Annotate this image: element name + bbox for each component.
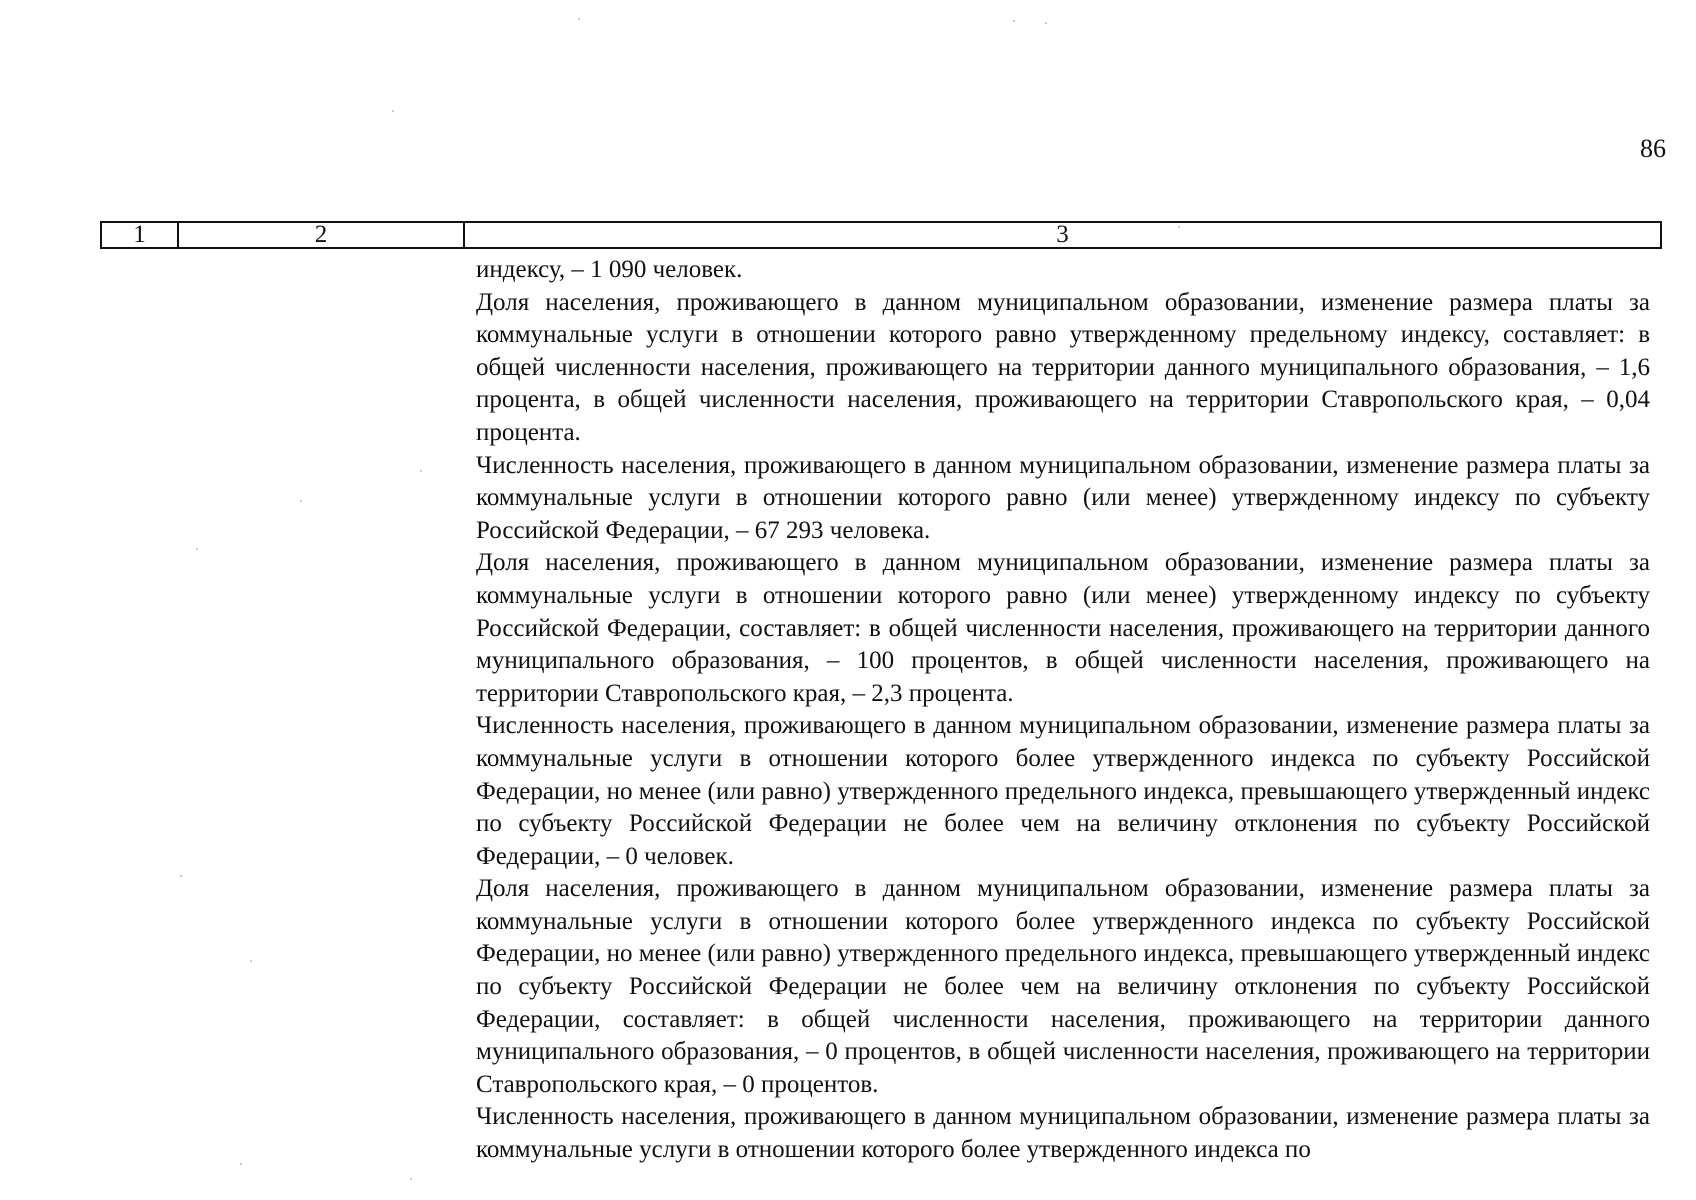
table-header-row [100, 221, 1662, 249]
paragraph: Доля населения, проживающего в данном муниципальном образовании, изменение размера платы за коммунальные услуги в отношении которого равно (или менее) утвержденному индексу по субъекту Российской Федерации, составляет: в общей численности населения, проживающего на территории данного муниципального образования, – 100 процентов, в общей численности населения, проживающего на территории Ставропольского края, – 2,3 процента. [476, 549, 1650, 707]
page-number: 86 [1640, 134, 1666, 163]
table-header-col-1: 1 [102, 223, 179, 247]
paragraph: Доля населения, проживающего в данном муниципальном образовании, изменение размера платы за коммунальные услуги в отношении которого более утвержденного индекса по субъекту Российской Федерации, но менее (или равно) утвержденного предельного индекса, превышающего утвержденный индекс по субъекту Российской Федерации не более чем на величину отклонения по субъекту Российской Федерации, составляет: в общей численности населения, проживающего на территории данного муниципального образования, – 0 процентов, в общей численности населения, проживающего на территории Ставропольского края, – 0 процентов. [476, 875, 1650, 1098]
paragraph-continuation: индексу, – 1 090 человек. [476, 256, 743, 283]
paragraph: Численность населения, проживающего в данном муниципальном образовании, изменение размера платы за коммунальные услуги в отношении которого более утвержденного индекса по [476, 1103, 1650, 1164]
table-header-col-3: 3 [1056, 221, 1069, 248]
paragraph: Доля населения, проживающего в данном муниципальном образовании, изменение размера платы за коммунальные услуги в отношении которого равно утвержденному предельному индексу, составляет: в общей численности населения, проживающего на территории данного муниципального образования, – 1,6 процента, в общей численности населения, проживающего на территории Ставропольского края, – 0,04 процента. [476, 288, 1650, 446]
table-header-col-2: 2 [179, 223, 465, 247]
paragraph: Численность населения, проживающего в данном муниципальном образовании, изменение размера платы за коммунальные услуги в отношении которого равно (или менее) утвержденному индексу по субъекту Российской Федерации, – 67 293 человека. [476, 451, 1650, 544]
paragraph: Численность населения, проживающего в данном муниципальном образовании, изменение размера платы за коммунальные услуги в отношении которого более утвержденного индекса по субъекту Российской Федерации, но менее (или равно) утвержденного предельного индекса, превышающего утвержденный индекс по субъекту Российской Федерации не более чем на величину отклонения по субъекту Российской Федерации, – 0 человек. [476, 712, 1650, 870]
document-body [476, 254, 1650, 1167]
